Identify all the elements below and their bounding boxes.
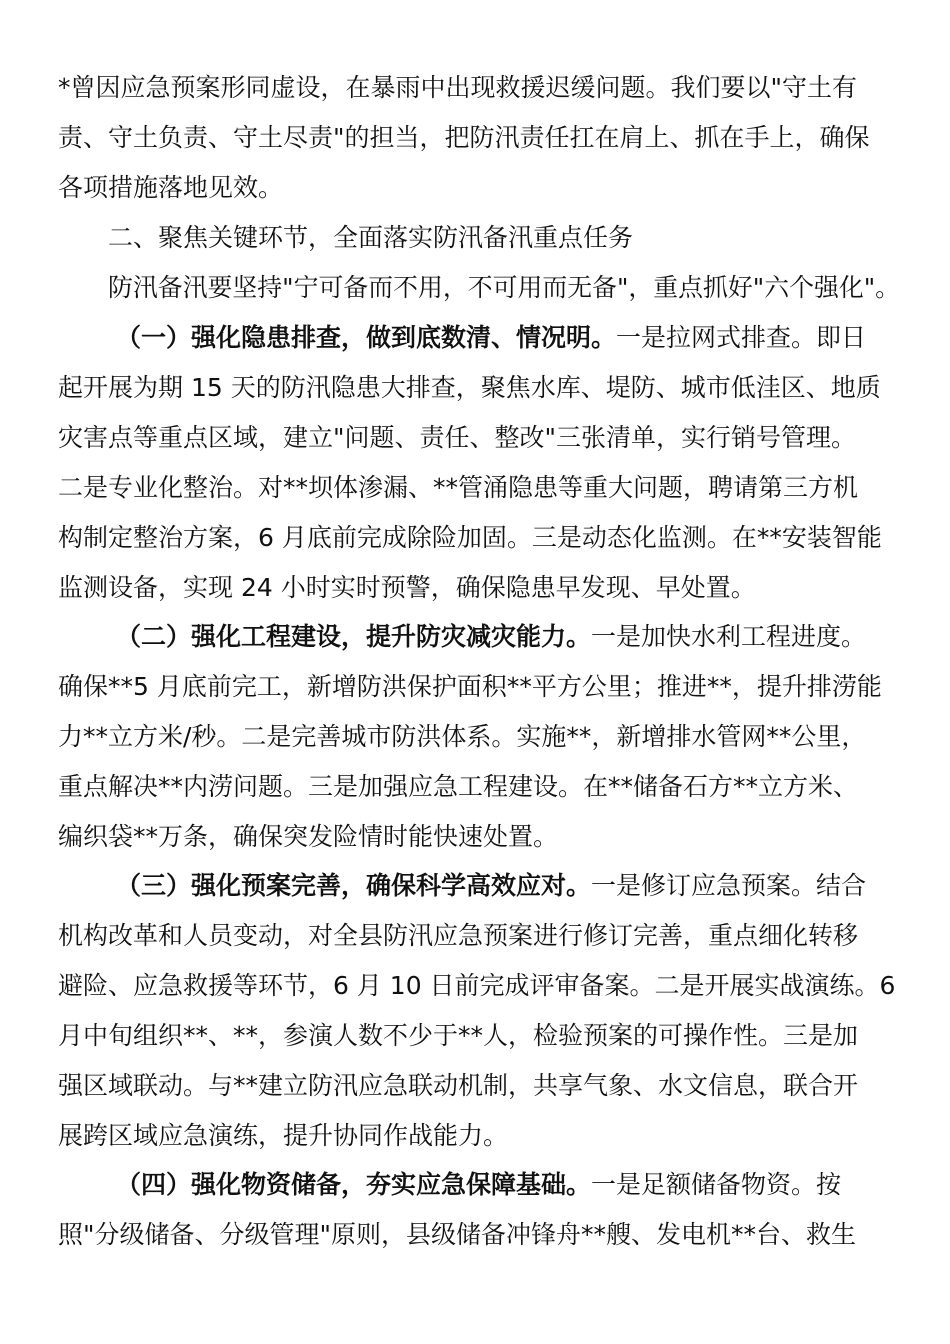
subsection-heading-line	[116, 617, 866, 657]
body-line: 力**立方米/秒。二是完善城市防洪体系。实施**，新增排水管网**公里，	[58, 722, 867, 751]
subsection-heading: （一）强化隐患排查，做到底数清、情况明。	[116, 323, 617, 352]
body-line: 展跨区域应急演练，提升协同作战能力。	[58, 1121, 509, 1150]
body-line: 机构改革和人员变动，对全县防汛应急预案进行修订完善，重点细化转移	[58, 921, 859, 950]
body-line: 责、守土负责、守土尽责"的担当，把防汛责任扛在肩上、抓在手上，确保	[58, 123, 870, 152]
body-line: 灾害点等重点区域，建立"问题、责任、整改"三张清单，实行销号管理。	[58, 423, 857, 452]
body-text: 一是修订应急预案。结合	[591, 871, 867, 900]
body-line: 起开展为期 15 天的防汛隐患大排查，聚焦水库、堤防、城市低洼区、地质	[58, 373, 881, 402]
subsection-heading-line	[116, 318, 866, 358]
body-line: *曾因应急预案形同虚设，在暴雨中出现救援迟缓问题。我们要以"守土有	[58, 73, 858, 102]
body-line: 月中旬组织**、**，参演人数不少于**人，检验预案的可操作性。三是加	[58, 1021, 859, 1050]
body-line: 编织袋**万条，确保突发险情时能快速处置。	[58, 822, 559, 851]
section-heading: 二、聚焦关键环节，全面落实防汛备汛重点任务	[108, 223, 634, 252]
subsection-heading: （二）强化工程建设，提升防灾减灾能力。	[116, 622, 592, 651]
body-text: 一是拉网式排查。即日	[616, 323, 867, 352]
body-line: 强区域联动。与**建立防汛应急联动机制，共享气象、水文信息，联合开	[58, 1071, 859, 1100]
body-line: 避险、应急救援等环节，6 月 10 日前完成评审备案。二是开展实战演练。6	[58, 971, 896, 1000]
body-line: 构制定整治方案，6 月底前完成除险加固。三是动态化监测。在**安装智能	[58, 523, 882, 552]
subsection-heading-line	[116, 866, 866, 906]
body-line: 照"分级储备、分级管理"原则，县级储备冲锋舟**艘、发电机**台、救生	[58, 1220, 857, 1249]
body-line: 确保**5 月底前完工，新增防洪保护面积**平方公里；推进**，提升排涝能	[58, 672, 882, 701]
body-line: 二是专业化整治。对**坝体渗漏、**管涌隐患等重大问题，聘请第三方机	[58, 473, 859, 502]
subsection-heading: （三）强化预案完善，确保科学高效应对。	[116, 871, 592, 900]
body-text: 一是加快水利工程进度。	[591, 622, 867, 651]
body-line: 防汛备汛要坚持"宁可备而不用，不可用而无备"，重点抓好"六个强化"。	[108, 273, 901, 302]
subsection-heading-line	[116, 1165, 841, 1205]
body-text: 一是足额储备物资。按	[591, 1170, 842, 1199]
body-line: 重点解决**内涝问题。三是加强应急工程建设。在**储备石方**立方米、	[58, 772, 859, 801]
body-line: 监测设备，实现 24 小时实时预警，确保隐患早发现、早处置。	[58, 573, 756, 602]
subsection-heading: （四）强化物资储备，夯实应急保障基础。	[116, 1170, 592, 1199]
body-line: 各项措施落地见效。	[58, 173, 284, 202]
